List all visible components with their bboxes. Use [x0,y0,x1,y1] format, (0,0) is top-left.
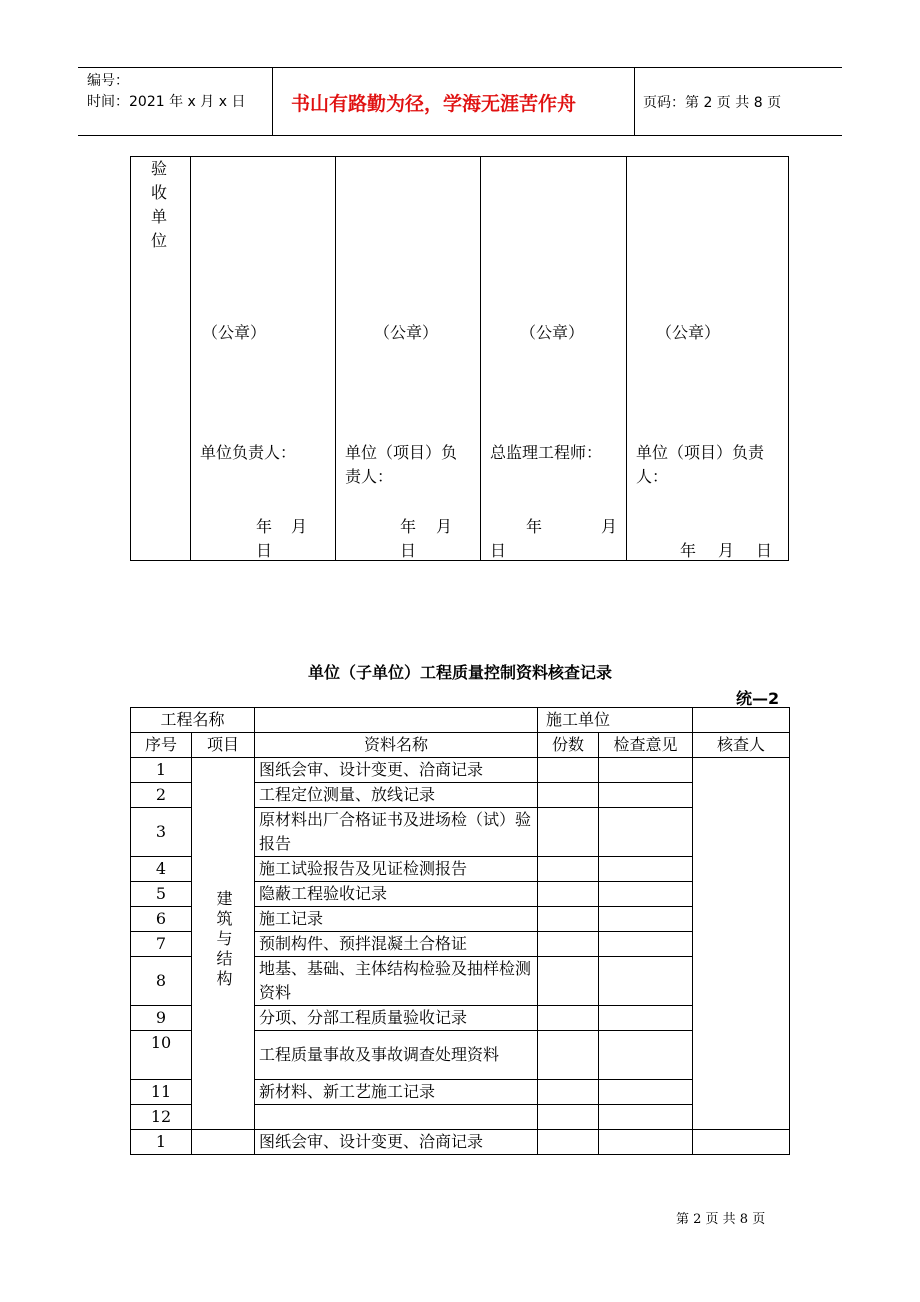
seal-text: （公章） [520,323,585,342]
row-number: 6 [131,907,192,932]
contractor-label: 施工单位 [538,708,693,733]
header-divider [272,67,273,135]
category-cell [192,758,255,1130]
date-month: 月 [718,541,735,560]
opinion-cell[interactable] [599,758,693,783]
copies-cell[interactable] [538,907,599,932]
opinion-cell[interactable] [599,857,693,882]
document-name: 图纸会审、设计变更、洽商记录 [255,758,538,783]
opinion-cell[interactable] [599,1105,693,1130]
record-title: 单位（子单位）工程质量控制资料核查记录 [307,663,612,682]
form-code: 统—2 [736,689,780,708]
seal-text: （公章） [202,323,267,342]
date-year: 年 [400,517,417,536]
project-name-value[interactable] [255,708,538,733]
row-number: 2 [131,783,192,808]
copies-cell[interactable] [538,882,599,907]
category-label: 建筑与结构 [214,890,233,990]
signer-line: 单位（项目）负责 [636,443,765,462]
signer-line: 责人： [345,467,394,486]
category-cell [192,1130,255,1155]
row-number: 4 [131,857,192,882]
date-year: 年 [256,517,273,536]
document-name: 原材料出厂合格证书及进场检（试）验报告 [255,808,538,857]
header-cell: 序号 [131,733,192,758]
copies-cell[interactable] [538,808,599,857]
date-day: 日 [756,541,773,560]
date-day: 日 [400,541,417,560]
footer-page-number: 第 2 页 共 8 页 [676,1212,766,1227]
copies-cell[interactable] [538,1105,599,1130]
header-cell: 份数 [538,733,599,758]
row-number: 1 [131,758,192,783]
contractor-value[interactable] [693,708,790,733]
header-cell: 核查人 [693,733,790,758]
copies-cell[interactable] [538,758,599,783]
opinion-cell[interactable] [599,882,693,907]
document-name: 工程定位测量、放线记录 [255,783,538,808]
opinion-cell[interactable] [599,783,693,808]
date-month: 月 [291,517,308,536]
row-number: 8 [131,957,192,1006]
date-month: 月 [601,517,618,536]
column-rule [190,157,191,560]
document-name: 地基、基础、主体结构检验及抽样检测资料 [255,957,538,1006]
copies-cell[interactable] [538,1006,599,1031]
motto: 书山有路勤为径，学海无涯苦作舟 [291,93,577,115]
opinion-cell[interactable] [599,907,693,932]
header-cell: 检查意见 [599,733,693,758]
document-name: 新材料、新工艺施工记录 [255,1080,538,1105]
row-number: 11 [131,1080,192,1105]
row-number: 3 [131,808,192,857]
row-number: 10 [131,1031,192,1080]
seal-text: （公章） [656,323,721,342]
reviewer-cell[interactable] [693,758,790,1130]
column-rule [626,157,627,560]
document-name [255,1105,538,1130]
copies-cell[interactable] [538,1130,599,1155]
date-year: 年 [680,541,697,560]
document-name: 分项、分部工程质量验收记录 [255,1006,538,1031]
signer-line: 总监理工程师： [490,443,603,462]
copies-cell[interactable] [538,1031,599,1080]
document-name: 施工试验报告及见证检测报告 [255,857,538,882]
copies-cell[interactable] [538,783,599,808]
project-name-label: 工程名称 [131,708,255,733]
date-label: 时间：2021 年 x 月 x 日 [87,94,246,110]
seal-text: （公章） [374,323,439,342]
opinion-cell[interactable] [599,808,693,857]
header-divider [634,67,635,135]
document-name: 隐蔽工程验收记录 [255,882,538,907]
header-cell: 资料名称 [255,733,538,758]
date-day: 日 [490,541,507,560]
opinion-cell[interactable] [599,957,693,1006]
row-number: 12 [131,1105,192,1130]
signer-line: 人： [636,467,669,486]
header-top-rule [78,67,842,68]
date-day: 日 [256,541,273,560]
opinion-cell[interactable] [599,932,693,957]
acceptance-table [130,156,789,561]
serial-label: 编号： [87,73,129,89]
header-bottom-rule [78,135,842,136]
copies-cell[interactable] [538,1080,599,1105]
document-name: 工程质量事故及事故调查处理资料 [255,1031,538,1080]
date-year: 年 [526,517,543,536]
document-name: 预制构件、预拌混凝土合格证 [255,932,538,957]
column-rule [335,157,336,560]
row-number: 7 [131,932,192,957]
record-table [130,707,790,1155]
document-name: 图纸会审、设计变更、洽商记录 [255,1130,538,1155]
page-label: 页码：第 2 页 共 8 页 [643,95,782,111]
copies-cell[interactable] [538,857,599,882]
document-name: 施工记录 [255,907,538,932]
copies-cell[interactable] [538,957,599,1006]
row-number: 9 [131,1006,192,1031]
column-rule [480,157,481,560]
signer-line: 单位（项目）负 [345,443,458,462]
acceptance-side-label: 验收单位 [151,159,168,250]
copies-cell[interactable] [538,932,599,957]
date-month: 月 [436,517,453,536]
signer-line: 单位负责人： [200,443,297,462]
row-number: 5 [131,882,192,907]
row-number: 1 [131,1130,192,1155]
reviewer-cell[interactable] [693,1130,790,1155]
opinion-cell[interactable] [599,1006,693,1031]
opinion-cell[interactable] [599,1130,693,1155]
opinion-cell[interactable] [599,1080,693,1105]
opinion-cell[interactable] [599,1031,693,1080]
header-cell: 项目 [192,733,255,758]
